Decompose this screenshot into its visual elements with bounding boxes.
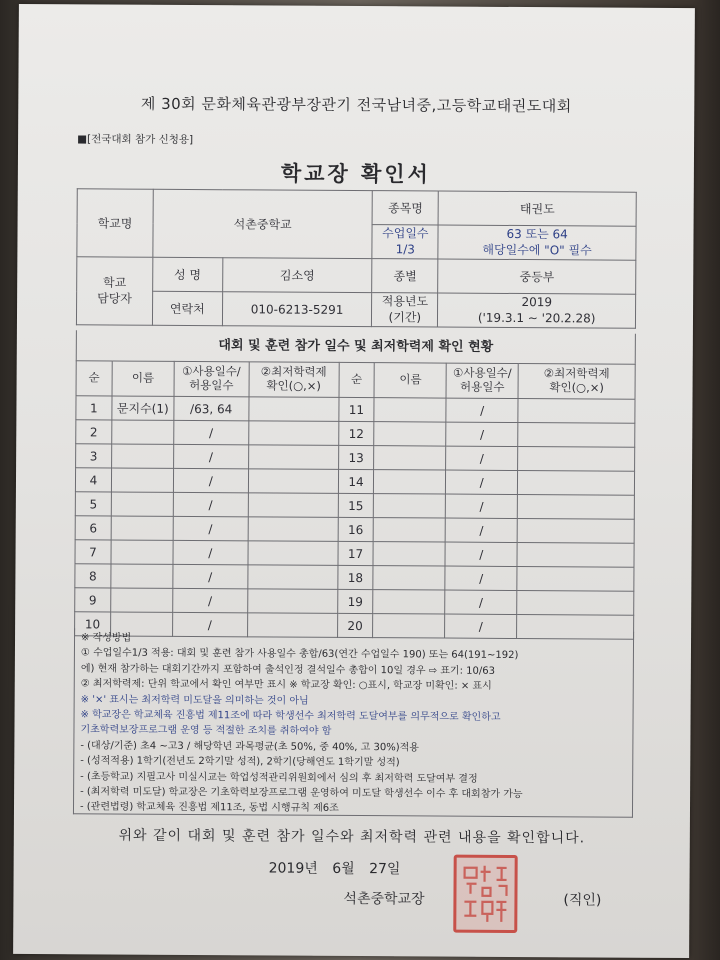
header-name: 이름	[112, 361, 174, 396]
event-title: 제 30회 문화체육관광부장관기 전국남녀중,고등학교태권도대회	[140, 94, 572, 116]
record-min	[248, 421, 338, 446]
record-no: 9	[75, 588, 111, 612]
form-type-label: ■[전국대회 참가 신청용]	[77, 133, 194, 147]
record-name: 문지수(1)	[112, 396, 174, 420]
year-label	[372, 293, 438, 327]
record-days: /	[445, 590, 517, 614]
official-seal-stamp	[453, 855, 517, 933]
confirmation-text: 위와 같이 대회 및 훈련 참가 일수와 최저학력 관련 내용을 확인합니다.	[118, 827, 586, 847]
record-min	[518, 470, 635, 495]
record-min	[248, 469, 338, 494]
record-days: /	[173, 468, 248, 492]
record-days: /	[446, 422, 518, 446]
record-name	[111, 516, 173, 540]
header-name-2: 이름	[374, 363, 446, 398]
record-row	[75, 516, 634, 543]
record-name	[374, 470, 446, 494]
record-no: 15	[338, 493, 374, 517]
notes-heading: ※ 작성방법	[81, 632, 132, 644]
year-label-line1: 적용년도	[381, 294, 429, 309]
record-min	[248, 493, 338, 518]
record-row	[75, 468, 634, 495]
record-row	[75, 492, 634, 519]
record-row	[76, 420, 635, 447]
record-min	[517, 518, 634, 543]
date	[269, 857, 411, 878]
record-row	[75, 540, 634, 567]
sport-label: 종목명	[372, 191, 438, 225]
record-days: /	[173, 492, 248, 516]
record-name	[373, 566, 445, 590]
contact-label: 연락처	[152, 291, 222, 325]
year-label-line2: (기간)	[388, 309, 422, 324]
record-name	[373, 542, 445, 566]
record-name	[111, 468, 173, 492]
record-no: 14	[338, 469, 374, 493]
record-name	[374, 422, 446, 446]
staff-label-line2: 담당자	[97, 290, 132, 306]
record-no: 5	[75, 492, 111, 516]
note-line: ② 최저학력제: 단위 학교에서 확인 여부만 표시 ※ 학교장 확인: ○표시, 학교장 미확인: × 표시	[80, 678, 492, 693]
record-days: /	[446, 494, 518, 518]
record-days: /	[446, 446, 518, 470]
record-days: /	[173, 516, 248, 540]
school-principal-name: 석촌중학교장	[343, 890, 425, 908]
note-line: ※ '×' 표시는 최저학력 미도달을 의미하는 것이 아님	[80, 693, 309, 707]
record-no: 1	[76, 396, 112, 420]
record-row	[75, 564, 634, 591]
record-no: 7	[75, 540, 111, 564]
record-no: 13	[338, 445, 374, 469]
year-value-line1: 2019	[521, 294, 553, 310]
record-days: /	[446, 470, 518, 494]
note-line: ① 수업일수1/3 적용: 대회 및 훈련 참가 사용일수 총합/63(연간 수업일수 190) 또는 64(191~192)	[80, 647, 519, 662]
record-days: /	[445, 518, 517, 542]
note-line: 기초학력보장프로그램 운영 등 적절한 조치를 취하여야 함	[80, 724, 332, 738]
note-line: - (초등학교) 지필고사 미실시교는 학업성적관리위원회에서 심의 후 최저학력 도달여부 결정	[80, 770, 478, 785]
record-min	[248, 565, 338, 590]
header-no: 순	[76, 361, 112, 396]
record-min	[249, 397, 339, 422]
record-name	[374, 494, 446, 518]
record-name	[111, 588, 173, 612]
header-no-2: 순	[339, 362, 375, 397]
contact-value: 010-6213-5291	[222, 292, 372, 327]
record-days: /	[445, 566, 517, 590]
record-no: 19	[337, 589, 373, 613]
header-days-line1: ①사용일수/	[182, 364, 241, 379]
record-name	[111, 492, 173, 516]
note-line: - (최저학력 미도달) 학교장은 기초학력보장프로그램 운영하여 미도달 학생선수 이수 후 대회참가 가능	[80, 786, 523, 801]
record-min	[517, 566, 634, 591]
note-line: - (성적적용) 1학기(전년도 2학기말 성적), 2학기(당해연도 1학기말 성적)	[80, 755, 400, 769]
record-min	[247, 589, 337, 614]
date-year: 2019년	[268, 860, 318, 877]
header-min-line1: ②최저학력제	[260, 364, 327, 380]
record-no: 12	[338, 421, 374, 445]
date-day: 27일	[369, 861, 401, 878]
school-name: 석촌중학교	[153, 189, 373, 258]
record-row	[75, 588, 634, 615]
class-days-label-line1: 수업일수	[382, 226, 429, 241]
record-no: 17	[337, 541, 373, 565]
name-label: 성 명	[152, 257, 222, 291]
record-no: 4	[75, 468, 111, 492]
header-days-2-line1: ①사용일수/	[453, 365, 512, 381]
record-no: 10	[75, 612, 111, 636]
record-days: /63, 64	[174, 396, 249, 420]
record-days: /	[173, 564, 248, 588]
header-days-2-line2: 허용일수	[460, 379, 505, 394]
year-value	[438, 293, 636, 328]
date-month: 6월	[332, 860, 355, 878]
record-name	[111, 564, 173, 588]
division-value: 중등부	[438, 259, 636, 294]
class-days-value	[438, 225, 636, 260]
record-min	[517, 542, 634, 567]
header-min-2	[518, 364, 635, 400]
record-name	[373, 590, 445, 614]
class-days-label-line2: 1/3	[395, 241, 415, 256]
header-days-2	[446, 363, 518, 398]
record-no: 18	[337, 565, 373, 589]
records-table	[74, 360, 636, 639]
record-name	[374, 398, 446, 422]
note-line: - (관련법령) 학교체육 진흥법 제11조, 동법 시행규칙 제6조	[79, 801, 339, 815]
record-min	[518, 447, 635, 472]
header-min	[249, 362, 339, 398]
record-min	[518, 399, 635, 424]
info-table	[76, 188, 637, 328]
class-days-label	[372, 225, 438, 259]
record-name	[112, 420, 174, 444]
record-days: /	[445, 542, 517, 566]
record-min	[517, 590, 634, 615]
record-days: /	[172, 612, 247, 636]
record-no: 16	[338, 517, 374, 541]
note-line: ※ 학교장은 학교체육 진흥법 제11조에 따라 학생선수 최저학력 도달여부를 의무적으로 확인하고	[80, 709, 501, 723]
record-days: /	[173, 588, 248, 612]
record-days: /	[174, 420, 249, 444]
division-label: 종별	[372, 259, 438, 293]
record-no: 8	[75, 564, 111, 588]
record-min	[248, 445, 338, 470]
record-days: /	[446, 398, 518, 422]
record-min	[248, 517, 338, 542]
staff-label-line1: 학교	[102, 275, 127, 290]
header-min-line2: 확인(○,×)	[266, 378, 321, 393]
record-days: /	[445, 614, 517, 638]
record-no: 6	[75, 516, 111, 540]
header-days	[174, 361, 249, 396]
header-days-line2: 허용일수	[189, 377, 234, 393]
record-min	[518, 423, 635, 448]
document-page	[13, 4, 695, 958]
record-row	[76, 444, 635, 471]
seal-label: (직인)	[563, 892, 602, 909]
staff-label	[76, 257, 152, 325]
document-title: 학교장 확인서	[280, 161, 431, 187]
record-no: 2	[76, 420, 112, 444]
sport-value: 태권도	[438, 191, 636, 226]
record-name	[374, 518, 446, 542]
records-caption: 대회 및 훈련 참가 일수 및 최저학력제 확인 현황	[76, 330, 636, 363]
record-days: /	[173, 540, 248, 564]
record-name	[374, 446, 446, 470]
record-row	[76, 396, 635, 423]
record-days: /	[173, 444, 248, 468]
record-name	[112, 444, 174, 468]
record-name	[111, 540, 173, 564]
school-label: 학교명	[77, 189, 153, 257]
record-min	[248, 541, 338, 566]
class-days-value-line1: 63 또는 64	[506, 226, 568, 242]
record-min	[517, 494, 634, 519]
header-min-2-line2: 확인(○,×)	[549, 380, 604, 395]
record-no: 3	[76, 444, 112, 468]
header-min-2-line1: ②최저학력제	[543, 366, 610, 381]
name-value: 김소영	[222, 258, 372, 293]
record-no: 11	[338, 397, 374, 421]
note-line: 에) 현재 참가하는 대회기간까지 포함하여 출석인정 결석일수 총합이 10일 경우 ⇨ 표기: 10/63	[80, 663, 495, 677]
record-no: 20	[337, 613, 373, 637]
notes-section	[73, 628, 634, 817]
class-days-value-line2: 해당일수에 "O" 필수	[482, 242, 592, 257]
note-line: - (대상/기준) 초4 ~고3 / 해당학년 과목평균(초 50%, 중 40%, 고 30%)적용	[80, 740, 420, 754]
year-value-line2: ('19.3.1 ~ '20.2.28)	[477, 310, 596, 325]
seal-glyphs	[456, 858, 514, 930]
